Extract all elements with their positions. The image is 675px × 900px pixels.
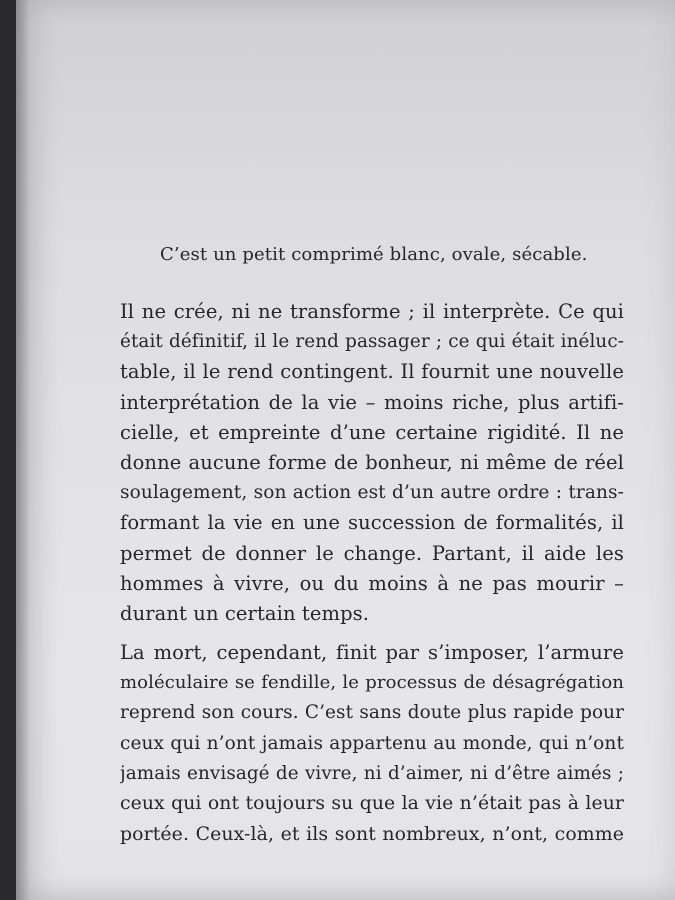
paragraph-second xyxy=(120,297,624,629)
text-line: donne aucune forme de bonheur, ni même de réel xyxy=(120,450,624,474)
text-line: jamais envisagé de vivre, ni d’aimer, ni d’être aimés ; xyxy=(120,762,624,784)
text-line: permet de donner le change. Partant, il aide les xyxy=(120,541,624,565)
text-line: table, il le rend contingent. Il fournit une nouvelle xyxy=(120,360,624,384)
text-line: hommes à vivre, ou du moins à ne pas mourir – xyxy=(120,571,624,595)
text-line: durant un certain temps. xyxy=(120,601,370,625)
text-line: moléculaire se fendille, le processus de désagrégation xyxy=(120,672,624,694)
paragraph-third xyxy=(120,638,624,849)
text-line: portée. Ceux-là, et ils sont nombreux, n’ont, comme xyxy=(120,823,624,846)
text-line: ceux qui ont toujours su que la vie n’était pas à leur xyxy=(120,792,624,814)
text-line: formant la vie en une succession de formalités, il xyxy=(120,511,624,535)
text-line: était définitif, il le rend passager ; ce qui était inéluc- xyxy=(120,331,624,353)
text-line: La mort, cependant, finit par s’imposer, l’armure xyxy=(120,641,624,664)
text-line: interprétation de la vie – moins riche, plus artifi- xyxy=(120,390,624,414)
text-line: ceux qui n’ont jamais appartenu au monde, qui n’ont xyxy=(120,732,624,754)
book-page xyxy=(16,0,675,900)
text-line: soulagement, son action est d’un autre ordre : trans- xyxy=(120,482,624,504)
text-line: Il ne crée, ni ne transforme ; il interprète. Ce qui xyxy=(120,300,624,323)
text-line: reprend son cours. C’est sans doute plus rapide pour xyxy=(120,702,624,724)
text-line: C’est un petit comprimé blanc, ovale, sécable. xyxy=(160,244,588,265)
paragraph-opening xyxy=(160,240,590,270)
text-line: cielle, et empreinte d’une certaine rigidité. Il ne xyxy=(120,420,624,444)
